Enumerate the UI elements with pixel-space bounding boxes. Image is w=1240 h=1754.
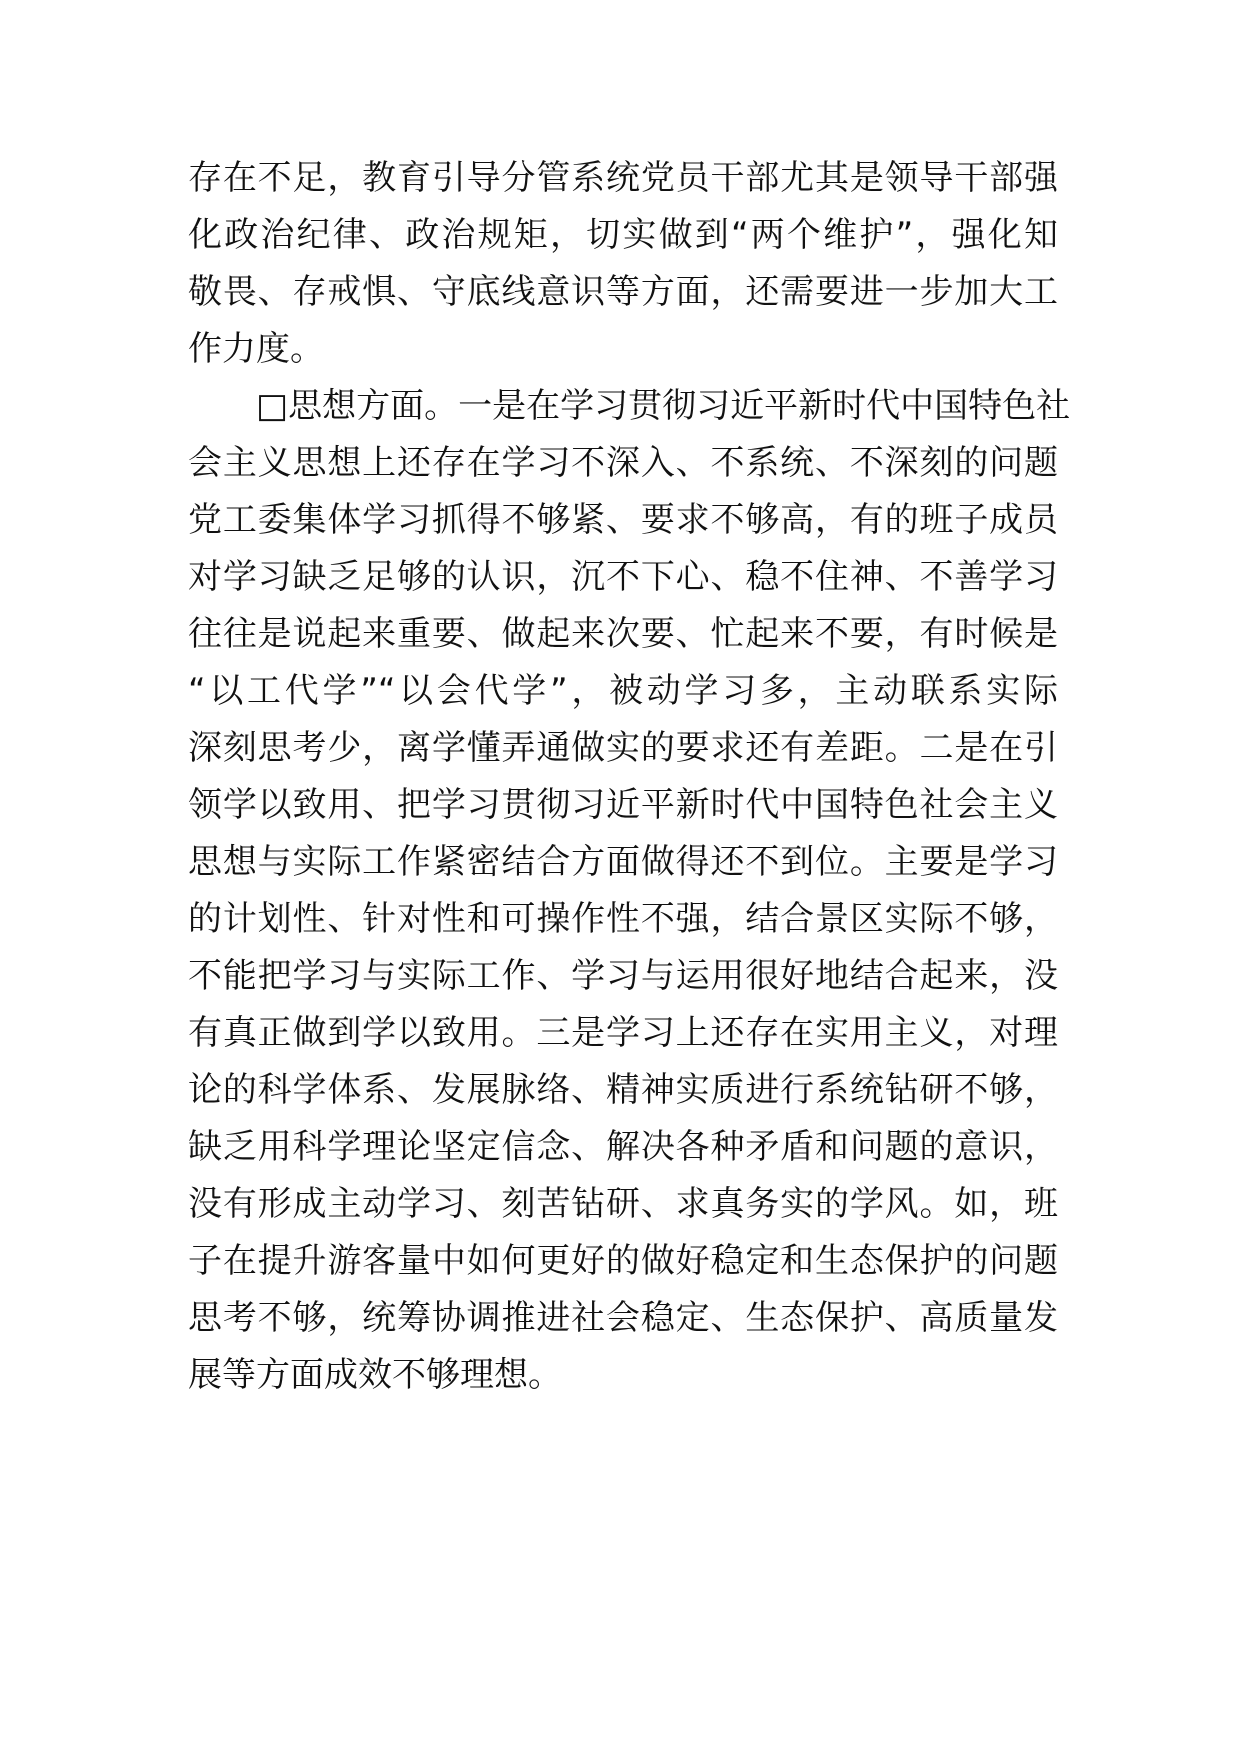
text-line-18: 缺乏用科学理论坚定信念、解决各种矛盾和问题的意识， xyxy=(188,1127,1058,1167)
text-line-11: 深刻思考少，离学懂弄通做实的要求还有差距。二是在引 xyxy=(188,728,1058,768)
text-line-1: 存在不足，教育引导分管系统党员干部尤其是领导干部强 xyxy=(188,158,1058,198)
text-line-19: 没有形成主动学习、刻苦钻研、求真务实的学风。如，班 xyxy=(188,1184,1058,1224)
text-line-2: 化政治纪律、政治规矩，切实做到“两个维护”，强化知 xyxy=(188,215,1058,255)
text-line-7: 党工委集体学习抓得不够紧、要求不够高，有的班子成员 xyxy=(188,500,1058,540)
text-line-13: 思想与实际工作紧密结合方面做得还不到位。主要是学习 xyxy=(188,842,1058,882)
text-line-4: 作力度。 xyxy=(188,329,324,369)
text-line-17: 论的科学体系、发展脉络、精神实质进行系统钻研不够， xyxy=(188,1070,1058,1110)
text-line-20: 子在提升游客量中如何更好的做好稳定和生态保护的问题 xyxy=(188,1241,1058,1281)
text-line-21: 思考不够，统筹协调推进社会稳定、生态保护、高质量发 xyxy=(188,1298,1058,1338)
text-line-22: 展等方面成效不够理想。 xyxy=(188,1355,562,1395)
text-line-12: 领学以致用、把学习贯彻习近平新时代中国特色社会主义 xyxy=(188,785,1058,825)
text-line-9: 往往是说起来重要、做起来次要、忙起来不要，有时候是 xyxy=(188,614,1058,654)
text-line-3: 敬畏、存戒惧、守底线意识等方面，还需要进一步加大工 xyxy=(188,272,1058,312)
text-line-5: □思想方面。一是在学习贯彻习近平新时代中国特色社 xyxy=(256,386,1071,426)
text-line-10: “以工代学”“以会代学”，被动学习多，主动联系实际 xyxy=(188,671,1058,711)
text-line-8: 对学习缺乏足够的认识，沉不下心、稳不住神、不善学习 xyxy=(188,557,1058,597)
text-line-16: 有真正做到学以致用。三是学习上还存在实用主义，对理 xyxy=(188,1013,1058,1053)
text-line-6: 会主义思想上还存在学习不深入、不系统、不深刻的问题 xyxy=(188,443,1058,483)
text-line-15: 不能把学习与实际工作、学习与运用很好地结合起来，没 xyxy=(188,956,1058,996)
text-line-14: 的计划性、针对性和可操作性不强，结合景区实际不够， xyxy=(188,899,1058,939)
